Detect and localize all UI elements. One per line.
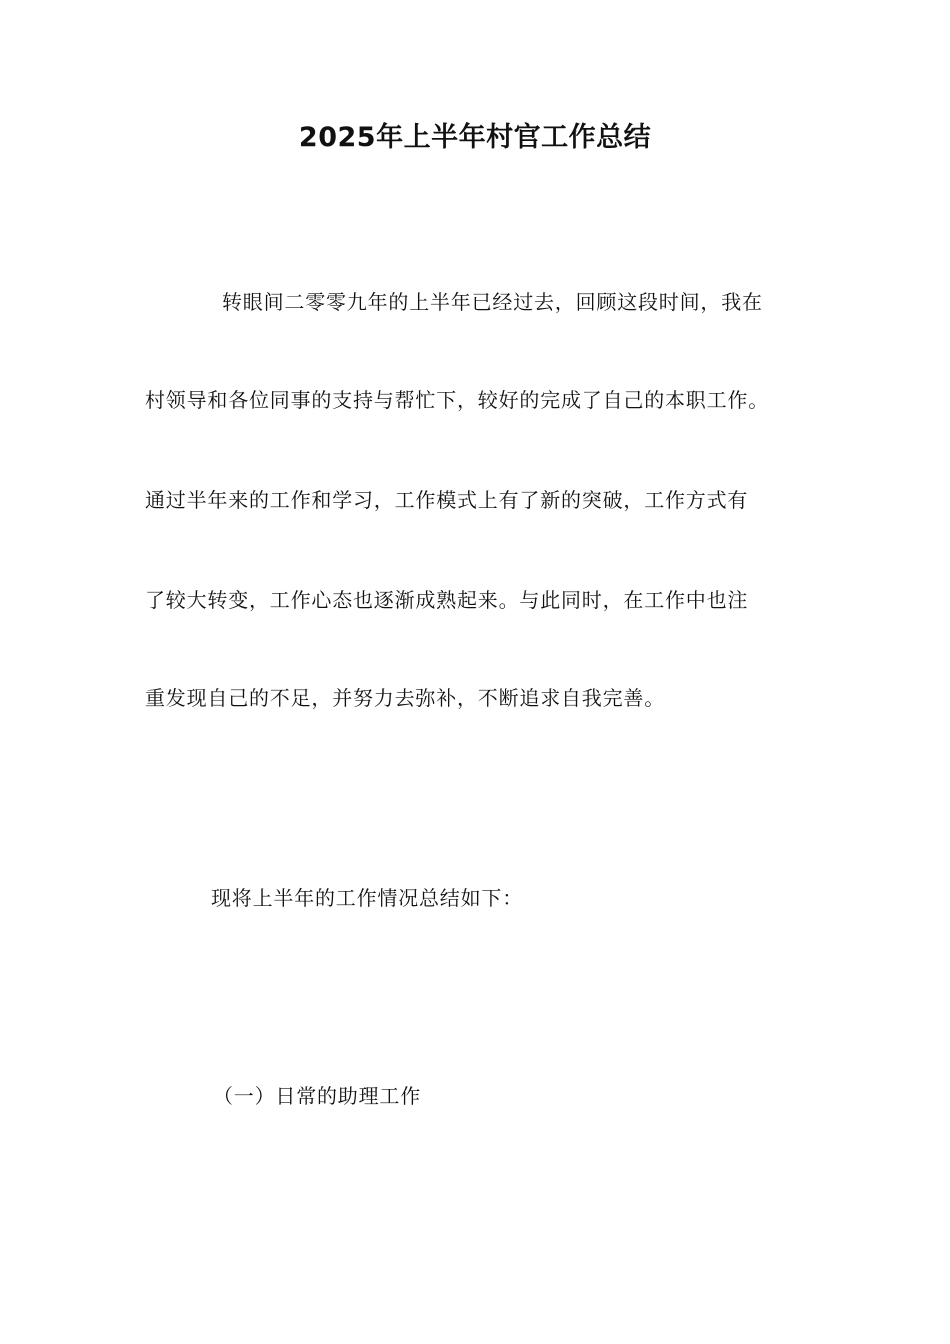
- paragraph-line: 转眼间二零零九年的上半年已经过去，回顾这段时间，我在: [222, 290, 763, 314]
- paragraph-line: 重发现自己的不足，并努力去弥补，不断追求自我完善。: [145, 686, 665, 710]
- paragraph-line: 通过半年来的工作和学习，工作模式上有了新的突破，工作方式有: [145, 488, 749, 512]
- section-heading: （一）日常的助理工作: [213, 1084, 421, 1108]
- intro-line: 现将上半年的工作情况总结如下：: [211, 886, 523, 910]
- document-title: 2025年上半年村官工作总结: [298, 122, 652, 153]
- paragraph-line: 了较大转变，工作心态也逐渐成熟起来。与此同时，在工作中也注: [145, 588, 749, 612]
- paragraph-line: 村领导和各位同事的支持与帮忙下，较好的完成了自己的本职工作。: [145, 388, 769, 412]
